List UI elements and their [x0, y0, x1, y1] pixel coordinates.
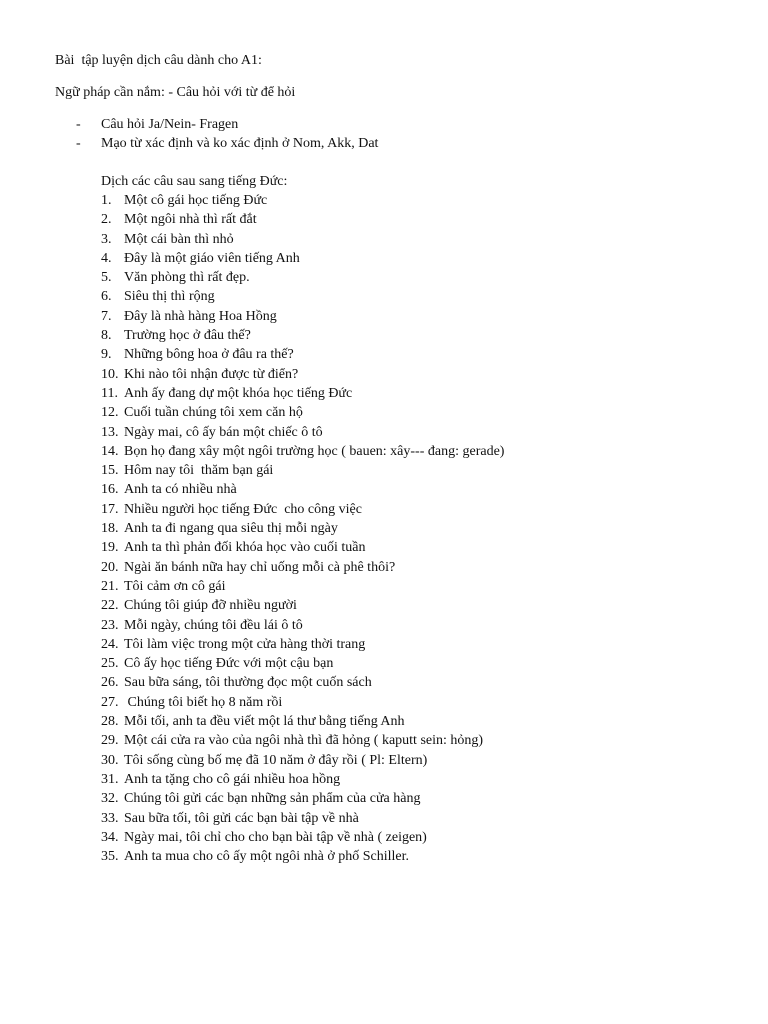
exercise-text: Tôi cảm ơn cô gái: [124, 578, 226, 594]
exercise-item: [101, 326, 504, 345]
exercise-number: 18.: [101, 521, 119, 537]
exercise-number: 15.: [101, 463, 119, 479]
exercise-text: Sau bữa tối, tôi gửi các bạn bài tập về nhà: [124, 810, 359, 826]
exercise-text: Mỗi ngày, chúng tôi đều lái ô tô: [124, 617, 303, 633]
document-title: Bài tập luyện dịch câu dành cho A1:: [55, 53, 262, 68]
exercise-number: 33.: [101, 810, 119, 826]
exercise-item: [101, 731, 504, 750]
exercise-item: [101, 693, 504, 712]
grammar-heading: Ngữ pháp cần nắm: - Câu hỏi với từ để hỏi: [55, 85, 296, 100]
exercise-text: Hôm nay tôi thăm bạn gái: [124, 463, 274, 479]
exercise-text: Văn phòng thì rất đẹp.: [124, 270, 250, 286]
exercise-number: 29.: [101, 733, 119, 749]
bullet-item: [76, 134, 378, 153]
exercise-number: 24.: [101, 636, 119, 652]
exercise-number: 30.: [101, 752, 119, 768]
exercise-number: 14.: [101, 443, 119, 459]
exercise-number: 8.: [101, 328, 112, 344]
exercise-item: [101, 249, 504, 268]
exercise-item: [101, 403, 504, 422]
exercise-text: Bọn họ đang xây một ngôi trường học ( bauen: xây--- đang: gerade): [124, 443, 505, 459]
exercise-number: 4.: [101, 250, 112, 266]
exercise-item: [101, 461, 504, 480]
exercise-number: 3.: [101, 231, 112, 247]
exercise-text: Trường học ở đâu thế?: [124, 328, 251, 344]
exercise-item: [101, 596, 504, 615]
exercise-text: Ngày mai, cô ấy bán một chiếc ô tô: [124, 424, 323, 440]
exercise-text: Những bông hoa ở đâu ra thế?: [124, 347, 294, 363]
exercise-text: Anh ấy đang dự một khóa học tiếng Đức: [124, 385, 353, 401]
exercise-item: [101, 654, 504, 673]
exercise-text: Anh ta mua cho cô ấy một ngôi nhà ở phố Schiller.: [124, 849, 410, 865]
exercise-number: 5.: [101, 270, 112, 286]
exercise-item: [101, 673, 504, 692]
exercise-text: Anh ta thì phản đối khóa học vào cuối tuần: [124, 540, 366, 556]
exercise-number: 10.: [101, 366, 119, 382]
exercise-item: [101, 268, 504, 287]
exercise-text: Một ngôi nhà thì rất đắt: [124, 212, 257, 228]
exercise-item: [101, 442, 504, 461]
exercise-number: 34.: [101, 829, 119, 845]
exercise-item: [101, 577, 504, 596]
exercise-number: 31.: [101, 771, 119, 787]
exercise-text: Ngày mai, tôi chỉ cho cho bạn bài tập về nhà ( zeigen): [124, 829, 427, 845]
exercise-text: Nhiều người học tiếng Đức cho công việc: [124, 501, 362, 517]
exercise-item: [101, 558, 504, 577]
exercise-number: 32.: [101, 791, 119, 807]
exercise-text: Chúng tôi gửi các bạn những sản phẩm của cửa hàng: [124, 791, 421, 807]
exercise-text: Anh ta có nhiều nhà: [124, 482, 237, 498]
exercise-number: 22.: [101, 598, 119, 614]
exercise-item: [101, 287, 504, 306]
exercise-number: 9.: [101, 347, 112, 363]
exercise-number: 27.: [101, 694, 119, 710]
instruction-text: Dịch các câu sau sang tiếng Đức:: [101, 174, 288, 189]
exercise-item: [101, 712, 504, 731]
exercise-text: Tôi làm việc trong một cửa hàng thời trang: [124, 636, 366, 652]
exercise-item: [101, 538, 504, 557]
exercise-item: [101, 770, 504, 789]
exercise-text: Đây là nhà hàng Hoa Hồng: [124, 308, 277, 324]
exercise-number: 11.: [101, 385, 118, 401]
exercise-item: [101, 423, 504, 442]
exercise-text: Ngài ăn bánh nữa hay chỉ uống mỗi cà phê thôi?: [124, 559, 396, 575]
exercise-item: [101, 365, 504, 384]
exercise-item: [101, 500, 504, 519]
exercise-item: [101, 210, 504, 229]
exercise-number: 2.: [101, 212, 112, 228]
exercise-item: [101, 616, 504, 635]
exercise-number: 25.: [101, 656, 119, 672]
exercise-number: 12.: [101, 405, 119, 421]
exercise-text: Khi nào tôi nhận được từ điển?: [124, 366, 299, 382]
bullet-marker: -: [76, 136, 81, 151]
exercise-number: 35.: [101, 849, 119, 865]
exercise-item: [101, 191, 504, 210]
exercise-text: Chúng tôi biết họ 8 năm rồi: [124, 694, 283, 710]
exercise-item: [101, 230, 504, 249]
exercise-number: 23.: [101, 617, 119, 633]
grammar-bullet-list: [76, 115, 378, 153]
exercise-item: [101, 480, 504, 499]
exercise-item: [101, 519, 504, 538]
exercise-number: 19.: [101, 540, 119, 556]
bullet-text: Câu hỏi Ja/Nein- Fragen: [101, 117, 239, 132]
exercise-text: Đây là một giáo viên tiếng Anh: [124, 250, 300, 266]
exercise-item: [101, 789, 504, 808]
bullet-marker: -: [76, 117, 81, 132]
exercise-number: 7.: [101, 308, 112, 324]
exercise-item: [101, 345, 504, 364]
exercise-item: [101, 307, 504, 326]
exercise-text: Sau bữa sáng, tôi thường đọc một cuốn sách: [124, 675, 372, 691]
exercise-item: [101, 384, 504, 403]
exercise-number: 26.: [101, 675, 119, 691]
exercise-number: 17.: [101, 501, 119, 517]
exercise-text: Một cái cửa ra vào của ngôi nhà thì đã hỏng ( kaputt sein: hỏng): [124, 733, 484, 749]
exercise-number: 20.: [101, 559, 119, 575]
exercise-text: Một cô gái học tiếng Đức: [124, 193, 268, 208]
exercise-item: [101, 847, 504, 866]
exercise-number: 16.: [101, 482, 119, 498]
exercise-text: Mỗi tối, anh ta đều viết một lá thư bằng tiếng Anh: [124, 714, 405, 730]
exercise-text: Cô ấy học tiếng Đức với một cậu bạn: [124, 656, 334, 672]
exercise-number: 13.: [101, 424, 119, 440]
exercise-text: Siêu thị thì rộng: [124, 289, 215, 305]
exercise-item: [101, 635, 504, 654]
bullet-item: [76, 115, 378, 134]
exercise-text: Một cái bàn thì nhỏ: [124, 231, 234, 247]
exercise-text: Anh ta đi ngang qua siêu thị mỗi ngày: [124, 521, 338, 537]
exercise-number: 1.: [101, 193, 112, 208]
exercise-text: Cuối tuần chúng tôi xem căn hộ: [124, 405, 303, 421]
exercise-list: [101, 191, 504, 866]
exercise-text: Tôi sống cùng bố mẹ đã 10 năm ở đây rồi ( Pl: Eltern): [124, 752, 428, 768]
exercise-item: [101, 809, 504, 828]
exercise-number: 21.: [101, 578, 119, 594]
exercise-text: Chúng tôi giúp đỡ nhiều người: [124, 598, 297, 614]
bullet-text: Mạo từ xác định và ko xác định ở Nom, Akk, Dat: [101, 136, 379, 151]
exercise-item: [101, 751, 504, 770]
exercise-number: 28.: [101, 714, 119, 730]
exercise-number: 6.: [101, 289, 112, 305]
exercise-text: Anh ta tặng cho cô gái nhiều hoa hồng: [124, 771, 341, 787]
exercise-item: [101, 828, 504, 847]
